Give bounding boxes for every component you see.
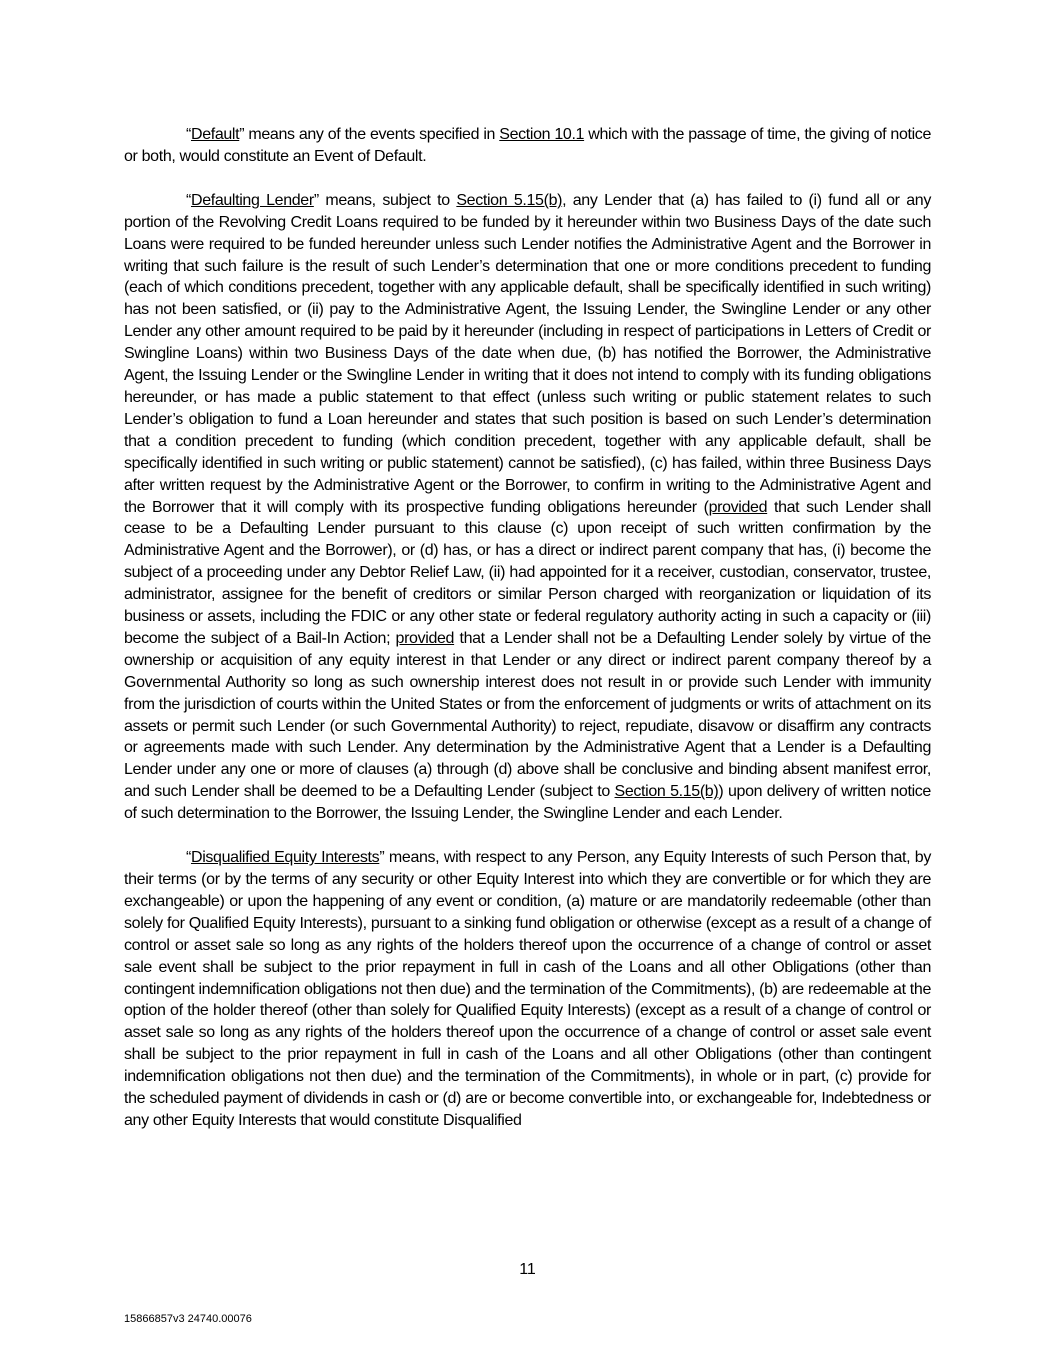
open-quote: “: [186, 191, 191, 209]
definition-text: means, with respect to any Person, any Equity Interests of such Person that, by their terms (or by the terms of any security or other Equity Interest into which they are convertible or for which they are exchangeable) or upon the happening of any event or condition, (a) mature or are mandatorily redeemable (other than solely for Qualified Equity Interests), pursuant to a sinking fund obligation or otherwise (except as a result of a change of control or asset sale so long as any rights of the holders thereof upon the occurrence of a change of control or asset sale event shall be subject to the prior repayment in full in cash of the Loans and all other Obligations (other than contingent indemnification obligations not then due) and the termination of the Commitments), (b) are redeemable at the option of the holder thereof (other than solely for Qualified Equity Interests) (except as a result of a change of control or asset sale so long as any rights of the holders thereof upon the occurrence of a change of control or asset sale event shall be subject to the prior repayment in full in cash of the Loans and all other Obligations (other than contingent indemnification obligations not then due) and the termination of the Commitments), in whole or in part, (c) provide for the scheduled payment of dividends in cash or (d) are or become convertible into, or exchangeable for, Indebtedness or any other Equity Interests that would constitute Disqualified: [124, 849, 931, 1129]
defined-term: Default: [190, 126, 240, 143]
close-quote: ”: [239, 126, 245, 143]
definition-text: which with the passage of time, the giving of notice or both, would constitute an Event of Default.: [124, 126, 931, 165]
definition-disqualified-equity-interests: [124, 847, 931, 1132]
definition-text: means, subject to: [318, 191, 457, 209]
section-reference: Section 5.15(b): [614, 783, 719, 801]
definition-defaulting-lender: [124, 190, 931, 825]
proviso-term: provided: [395, 629, 455, 647]
document-body: [124, 124, 931, 1154]
definition-default: [124, 124, 931, 168]
definition-text: means any of the events specified in: [244, 126, 500, 143]
document-id: 15866857v3 24740.00076: [124, 1313, 252, 1325]
section-reference: Section 5.15(b): [456, 191, 563, 209]
definition-text: , any Lender that (a) has failed to (i) fund all or any portion of the Revolving Credit Loans required to be funded by it hereunder within two Business Days of the date such Loans were required to be funded hereunder unless such Lender notifies the Administrative Agent and the Borrower in writing that such failure is the result of such Lender’s determination that one or more conditions precedent to funding (each of which conditions precedent, together with any applicable default, shall be specifically identified in such writing) has not been satisfied, or (ii) pay to the Administrative Agent, the Issuing Lender, the Swingline Lender or any other Lender any other amount required to be paid by it hereunder (including in respect of participations in Letters of Credit or Swingline Loans) within two Business Days of the date when due, (b) has notified the Borrower, the Administrative Agent, the Issuing Lender or the Swingline Lender in writing that it does not intend to comply with its funding obligations hereunder, or has made a public statement to that effect (unless such writing or public statement relates to such Lender’s obligation to fund a Loan hereunder and states that such position is based on such Lender’s determination that a condition precedent to funding (which condition precedent, together with any applicable default, shall be specifically identified in such writing or public statement) cannot be satisfied), (c) has failed, within three Business Days after written request by the Administrative Agent or the Borrower, to confirm in writing to the Administrative Agent and the Borrower that it will comply with its prospective funding obligations hereunder (: [124, 191, 931, 516]
definition-text: that a Lender shall not be a Defaulting Lender solely by virtue of the ownership or acquisition of any equity interest in that Lender or any direct or indirect parent company thereof by a Governmental Authority so long as such ownership interest does not result in or provide such Lender with immunity from the jurisdiction of courts within the United States or from the enforcement of judgments or writs of attachment on its assets or permit such Lender (or such Governmental Authority) to reject, repudiate, disavow or disaffirm any contracts or agreements made with such Lender. Any determination by the Administrative Agent that a Lender is a Defaulting Lender under any one or more of clauses (a) through (d) above shall be conclusive and binding absent manifest error, and such Lender shall be deemed to be a Defaulting Lender (subject to: [124, 629, 931, 801]
defined-term: Defaulting Lender: [190, 191, 314, 209]
close-quote: ”: [313, 191, 319, 209]
proviso-term: provided: [708, 498, 768, 516]
defined-term: Disqualified Equity Interests: [190, 849, 380, 867]
open-quote: “: [186, 849, 191, 867]
definition-text: ) upon delivery of written notice of such determination to the Borrower, the Issuing Lender, the Swingline Lender and each Lender.: [124, 783, 931, 823]
definition-text: that such Lender shall cease to be a Defaulting Lender pursuant to this clause (c) upon receipt of such written confirmation by the Administrative Agent and the Borrower), or (d) has, or has a direct or indirect parent company that has, (i) become the subject of a proceeding under any Debtor Relief Law, (ii) had appointed for it a receiver, custodian, conservator, trustee, administrator, assignee for the benefit of creditors or similar Person charged with reorganization or liquidation of its business or assets, including the FDIC or any other state or federal regulatory authority acting in such a capacity or (iii) become the subject of a Bail-In Action;: [124, 498, 931, 647]
close-quote: ”: [379, 849, 385, 867]
open-quote: “: [186, 126, 191, 143]
section-reference: Section 10.1: [499, 126, 585, 143]
page-number: 11: [519, 1261, 536, 1278]
